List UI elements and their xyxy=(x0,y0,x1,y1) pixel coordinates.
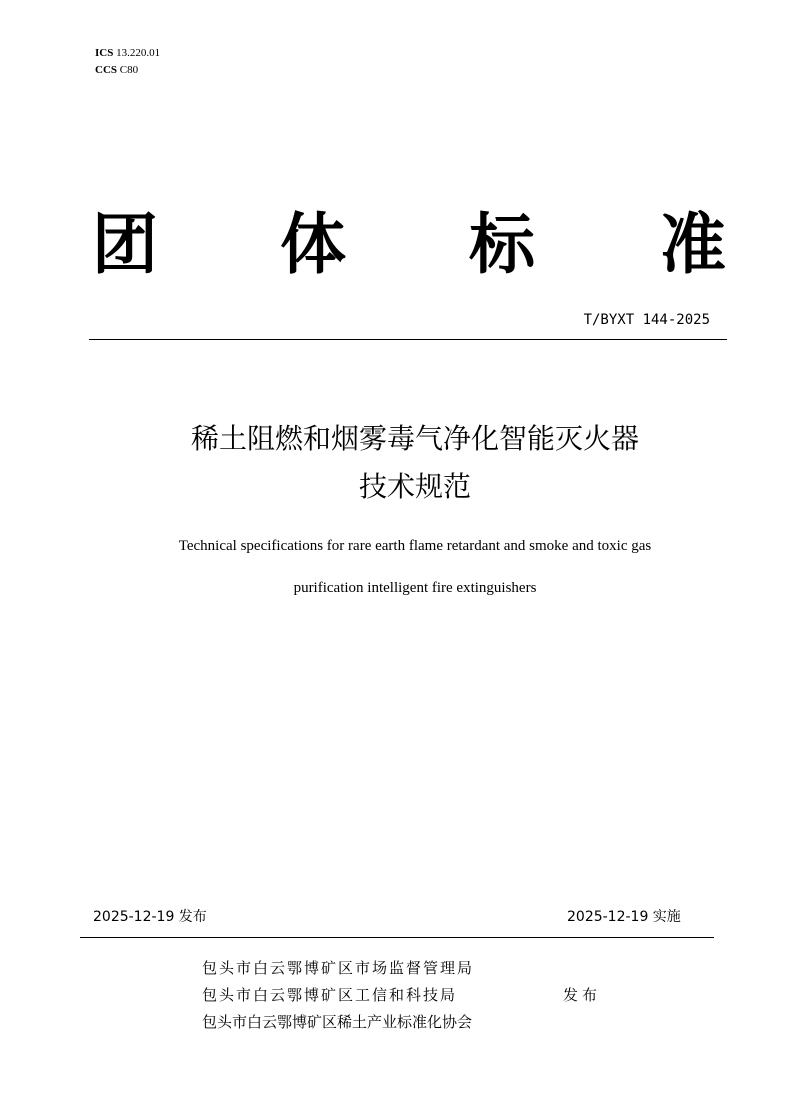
ccs-label: CCS xyxy=(95,64,118,76)
ccs-value: C80 xyxy=(119,64,139,76)
standard-type-char-2: 体 xyxy=(280,206,346,283)
issuer-3: 包头市白云鄂博矿区稀土产业标准化协会 xyxy=(202,1013,473,1031)
top-divider xyxy=(89,339,727,340)
implement-date: 2025-12-19 实施 xyxy=(567,909,681,925)
english-title-line-1: Technical specifications for rare earth flame retardant and smoke and toxic gas xyxy=(178,538,652,554)
bottom-divider xyxy=(80,937,714,938)
issuer-2: 包头市白云鄂博矿区工信和科技局 xyxy=(202,986,458,1004)
classification-codes xyxy=(95,45,160,79)
ics-line xyxy=(95,45,160,62)
ics-value: 13.220.01 xyxy=(116,47,161,59)
standard-type-char-3: 标 xyxy=(469,206,535,283)
ccs-line xyxy=(95,62,160,79)
standard-number: T/BYXT 144-2025 xyxy=(583,312,710,328)
issuer-1: 包头市白云鄂博矿区市场监督管理局 xyxy=(202,959,475,977)
english-title-line-2: purification intelligent fire extinguishers xyxy=(293,580,537,596)
standard-type-char-4: 准 xyxy=(660,206,726,283)
issue-label: 发布 xyxy=(563,986,602,1004)
standard-type-char-1: 团 xyxy=(92,206,158,283)
publish-date: 2025-12-19 发布 xyxy=(93,909,207,925)
chinese-title-line-1: 稀土阻燃和烟雾毒气净化智能灭火器 xyxy=(190,422,639,455)
chinese-title-line-2: 技术规范 xyxy=(358,470,471,503)
ics-label: ICS xyxy=(95,47,114,59)
